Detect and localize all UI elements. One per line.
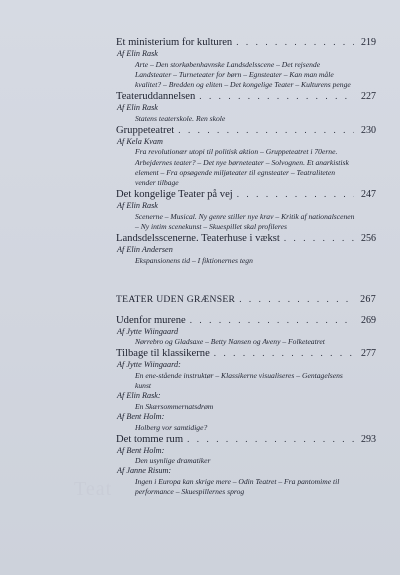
section-title: TEATER UDEN GRÆNSER <box>116 293 236 305</box>
toc-entry-author: Af Elin Andersen <box>117 245 173 255</box>
table-of-contents <box>116 36 376 497</box>
toc-entry-title-row <box>116 36 376 49</box>
toc-page-number: 219 <box>361 37 376 48</box>
toc-entry-title: Udenfor murene <box>116 314 186 326</box>
toc-entry-author: Af Jytte Wiingaard: <box>117 360 181 370</box>
toc-entry <box>116 232 376 266</box>
toc-page-number: 247 <box>361 189 376 201</box>
toc-entry-title-row <box>116 188 376 201</box>
toc-entry-description: Fra revolutionær utopi til politisk aktion – Gruppeteatret i 70erne. Arbejdernes teater? – Det nye børneteater – Solvognen. Et anarkistisk element – Fra opsøgende miljøteater til egnsteater – Teatraliteten vender tilbage <box>135 147 349 187</box>
toc-entry-description: En Skærsommernatsdrøm <box>135 401 214 411</box>
dot-leader <box>239 293 354 306</box>
toc-entry-title-row <box>116 433 376 446</box>
toc-entry-title-row <box>116 124 376 137</box>
toc-page-number: 256 <box>361 233 376 245</box>
toc-entry-author: Af Bent Holm: <box>117 445 165 455</box>
toc-page-number: 269 <box>361 314 376 326</box>
toc-page-number: 293 <box>361 433 376 445</box>
toc-entry-author: Af Elin Rask <box>117 103 158 113</box>
dot-leader <box>237 188 354 201</box>
toc-entry-author: Af Bent Holm: <box>117 412 165 422</box>
dot-leader <box>187 433 354 446</box>
dot-leader <box>214 347 354 360</box>
toc-entry <box>116 90 376 124</box>
section-gap <box>116 266 376 293</box>
toc-entry <box>116 36 376 90</box>
toc-entry-author: Af Elin Rask: <box>117 391 161 401</box>
toc-page-number: 227 <box>361 91 376 103</box>
toc-entry-title: Landsdelsscenerne. Teaterhuse i vækst <box>116 233 280 245</box>
toc-entry-title-row <box>116 232 376 245</box>
toc-entry <box>116 433 376 498</box>
toc-entry-description: Ingen i Europa kan skrige mere – Odin Teatret – Fra pantomime til performance – Skuespillernes sprog <box>135 476 340 497</box>
dot-leader <box>178 124 354 137</box>
toc-entry-description: Den usynlige dramatiker <box>135 456 211 466</box>
toc-entry-title: Tilbage til klassikerne <box>116 348 210 360</box>
toc-entry-title-row <box>116 314 376 327</box>
toc-group-2 <box>116 314 376 498</box>
toc-entry-description: Arte – Den storkøbenhavnske Landsdelsscene – Det rejsende Landsteater – Turneteater for børn – Egnsteater – Kan man måle kvalitet? – Bredden og eliten – Det kongelige Teater – Kulturens penge <box>135 59 351 89</box>
dot-leader <box>236 36 354 49</box>
toc-entry-description: En ene-stående instruktør – Klassikerne visualiseres – Gentagelsens kunst <box>135 370 343 391</box>
toc-entry <box>116 124 376 188</box>
toc-entry-title: Gruppeteatret <box>116 124 175 136</box>
toc-entry-description: Holberg vor samtidige? <box>135 422 208 432</box>
dot-leader <box>284 232 354 245</box>
toc-entry-description: Scenerne – Musical. Ny genre stiller nye krav – Kritik af nationalscenen – Ny intim scenekunst – Skuespillet skal profileres <box>135 211 355 231</box>
toc-entry-description: Ekspansionens tid – I fiktionernes tegn <box>135 255 253 265</box>
toc-entry-title: Det tomme rum <box>116 433 184 445</box>
toc-group-1 <box>116 36 376 266</box>
toc-entry-title: Teateruddannelsen <box>116 91 196 103</box>
section-page-number: 267 <box>360 293 376 305</box>
toc-page-number: 277 <box>361 348 376 360</box>
toc-entry-author: Af Kela Kvam <box>117 136 163 146</box>
toc-entry-title: Et ministerium for kulturen <box>116 37 233 48</box>
toc-entry <box>116 314 376 348</box>
toc-entry-author: Af Elin Rask <box>117 201 158 211</box>
toc-entry <box>116 347 376 432</box>
toc-entry-title: Det kongelige Teater på vej <box>116 189 233 201</box>
dot-leader <box>190 314 354 327</box>
toc-entry-description: Nørrebro og Gladsaxe – Betty Nansen og Aveny – Folketeatret <box>135 337 325 347</box>
faded-background-text: Teat <box>74 478 113 500</box>
dot-leader <box>199 90 354 103</box>
toc-entry-title-row <box>116 347 376 360</box>
toc-entry-author: Af Elin Rask <box>117 49 158 58</box>
toc-section-heading <box>116 293 376 306</box>
toc-entry-author: Af Jytte Wiingaard <box>117 326 179 336</box>
section-spacer <box>116 306 376 314</box>
toc-entry-title-row <box>116 90 376 103</box>
toc-entry-author: Af Janne Risum: <box>117 466 172 476</box>
toc-page-number: 230 <box>361 124 376 136</box>
toc-entry <box>116 188 376 232</box>
section-title-row <box>116 293 376 306</box>
toc-entry-description: Statens teaterskole. Ren skole <box>135 113 226 123</box>
